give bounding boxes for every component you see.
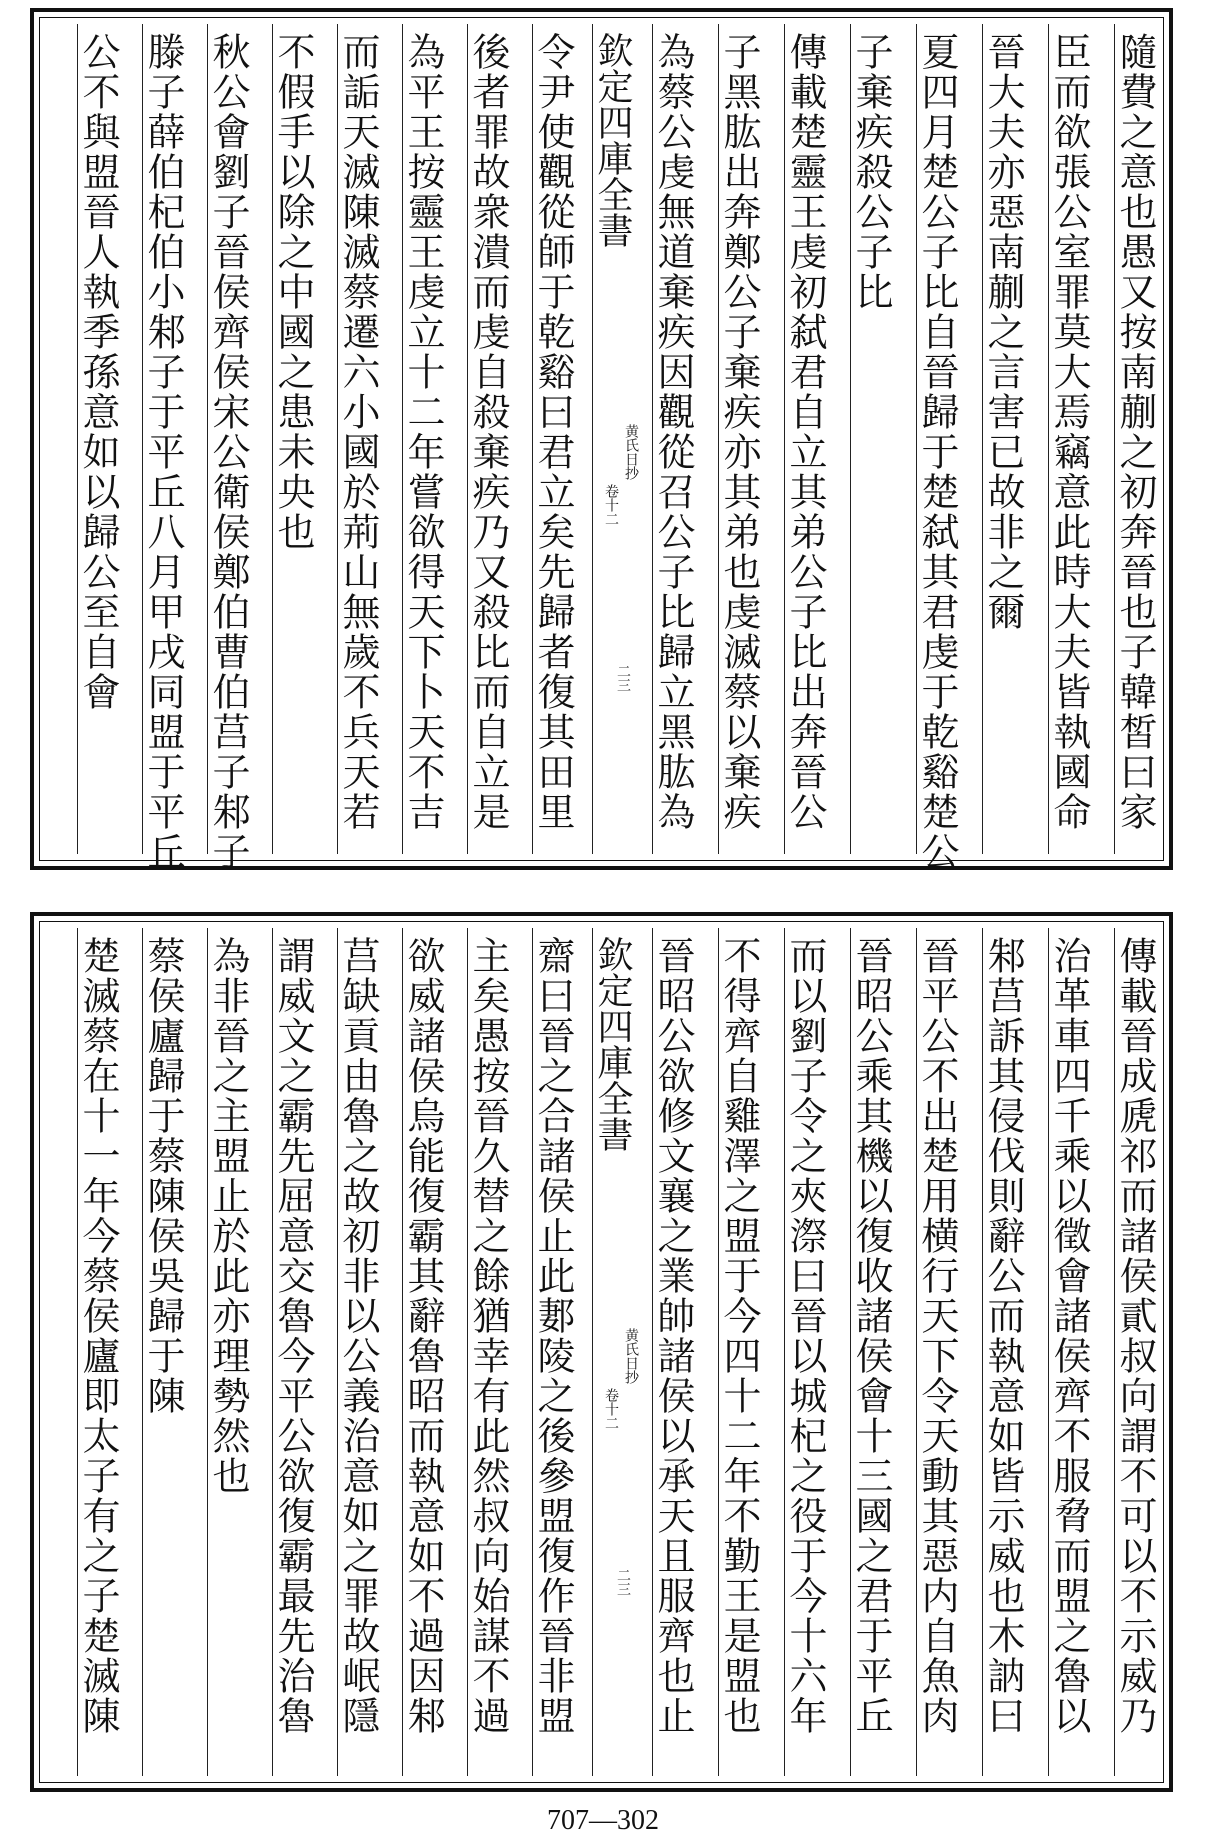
column-text: 傳載楚靈王虔初弑君自立其弟公子比出奔晉公: [783, 32, 827, 832]
column-text: 公不與盟晉人執季孫意如以歸公至自會: [76, 32, 120, 712]
text-column: [402, 928, 443, 1776]
column-text: 而詬天滅陳滅蔡遷六小國於荊山無歲不兵天若: [336, 32, 380, 832]
center-gutter: [592, 928, 639, 1776]
text-column: [850, 928, 891, 1776]
column-text: 後者罪故衆潰而虔自殺棄疾乃又殺比而自立是: [466, 32, 510, 832]
column-text: 而以劉子令之夾漈曰晉以城杞之役于今十六年: [783, 936, 827, 1736]
column-text: 為非晉之主盟止於此亦理勢然也: [206, 936, 250, 1496]
source-title: 黄氏日抄: [623, 424, 639, 480]
column-text: 治革車四千乘以徵會諸侯齊不服脅而盟之魯以: [1047, 936, 1091, 1736]
text-column: [77, 928, 118, 1776]
column-text: 不假手以除之中國之患未央也: [271, 32, 315, 552]
text-column: [142, 928, 183, 1776]
library-title: 欽定四庫全書: [592, 32, 633, 248]
column-text: 臣而欲張公室罪莫大焉竊意此時大夫皆執國命: [1047, 32, 1091, 832]
text-column: [272, 24, 313, 854]
column-text: 晉大夫亦惡南蒯之言害已故非之爾: [981, 32, 1025, 632]
text-column: [532, 24, 573, 854]
text-column: [467, 24, 508, 854]
text-column: [718, 928, 759, 1776]
volume-label: 卷十二: [603, 484, 619, 526]
page-footer-number: 707—302: [547, 1805, 659, 1836]
column-text: 莒缺貢由魯之故初非以公義治意如之罪故岷隱: [336, 936, 380, 1736]
column-text: 晉昭公欲修文襄之業帥諸侯以承天且服齊也止: [651, 936, 695, 1736]
column-text: 為蔡公虔無道棄疾因觀從召公子比歸立黑肱為: [651, 32, 695, 832]
text-column: [337, 928, 378, 1776]
column-text: 蔡侯廬歸于蔡陳侯吳歸于陳: [141, 936, 185, 1416]
column-text: 晉昭公乘其機以復收諸侯會十三國之君于平丘: [849, 936, 893, 1736]
text-column: [784, 24, 825, 854]
text-column: [982, 928, 1023, 1776]
page-bottom: [30, 912, 1173, 1792]
column-text: 傳載晉成虒祁而諸侯貳叔向謂不可以不示威乃: [1113, 936, 1157, 1736]
text-column: [1114, 24, 1155, 854]
text-column: [402, 24, 443, 854]
center-gutter: [592, 24, 639, 854]
page-number: 二三: [615, 1568, 631, 1596]
source-title: 黄氏日抄: [623, 1328, 639, 1384]
text-column: [272, 928, 313, 1776]
column-text: 主矣愚按晉久替之餘猶幸有此然叔向始謀不過: [466, 936, 510, 1736]
column-text: 令尹使觀從師于乾谿曰君立矣先歸者復其田里: [531, 32, 575, 832]
column-text: 滕子薛伯杞伯小邾子于平丘八月甲戌同盟于平丘: [141, 32, 185, 872]
text-column: [915, 24, 959, 872]
text-column: [1114, 928, 1155, 1776]
column-text: 夏四月楚公子比自晉歸于楚弑其君虔于乾谿楚公: [915, 32, 959, 872]
column-text: 不得齊自雞澤之盟于今四十二年不勤王是盟也: [717, 936, 761, 1736]
page-top: [30, 8, 1173, 870]
column-text: 晉平公不出楚用横行天下令天動其惡内自魚肉: [915, 936, 959, 1736]
column-text: 為平王按靈王虔立十二年嘗欲得天下卜天不吉: [401, 32, 445, 832]
text-column: [206, 24, 250, 872]
text-column: [916, 928, 957, 1776]
text-column: [1048, 24, 1089, 854]
column-text: 子棄疾殺公子比: [849, 32, 893, 312]
column-text: 齋曰晉之合諸侯止此郪陵之後參盟復作晉非盟: [531, 936, 575, 1736]
column-text: 欲威諸侯烏能復霸其辭魯昭而執意如不過因邾: [401, 936, 445, 1736]
text-column: [141, 24, 185, 872]
column-text: 秋公會劉子晉侯齊侯宋公衛侯鄭伯曹伯莒子邾子: [206, 32, 250, 872]
text-column: [652, 24, 693, 854]
column-text: 邾莒訴其侵伐則辭公而執意如皆示威也木訥曰: [981, 936, 1025, 1736]
text-column: [467, 928, 508, 1776]
text-column: [1048, 928, 1089, 1776]
volume-label: 卷十二: [603, 1388, 619, 1430]
text-column: [337, 24, 378, 854]
text-column: [784, 928, 825, 1776]
text-column: [982, 24, 1023, 854]
column-text: 隨費之意也愚又按南蒯之初奔晉也子韓皙曰家: [1113, 32, 1157, 832]
page-number: 二三: [615, 664, 631, 692]
text-column: [77, 24, 118, 854]
text-column: [532, 928, 573, 1776]
text-column: [652, 928, 693, 1776]
text-column: [850, 24, 891, 854]
text-column: [718, 24, 759, 854]
text-column: [207, 928, 248, 1776]
library-title: 欽定四庫全書: [592, 936, 633, 1152]
column-text: 謂威文之霸先屈意交魯今平公欲復霸最先治魯: [271, 936, 315, 1736]
column-text: 楚滅蔡在十一年今蔡侯廬即太子有之子楚滅陳: [76, 936, 120, 1736]
column-text: 子黑肱出奔鄭公子棄疾亦其弟也虔滅蔡以棄疾: [717, 32, 761, 832]
